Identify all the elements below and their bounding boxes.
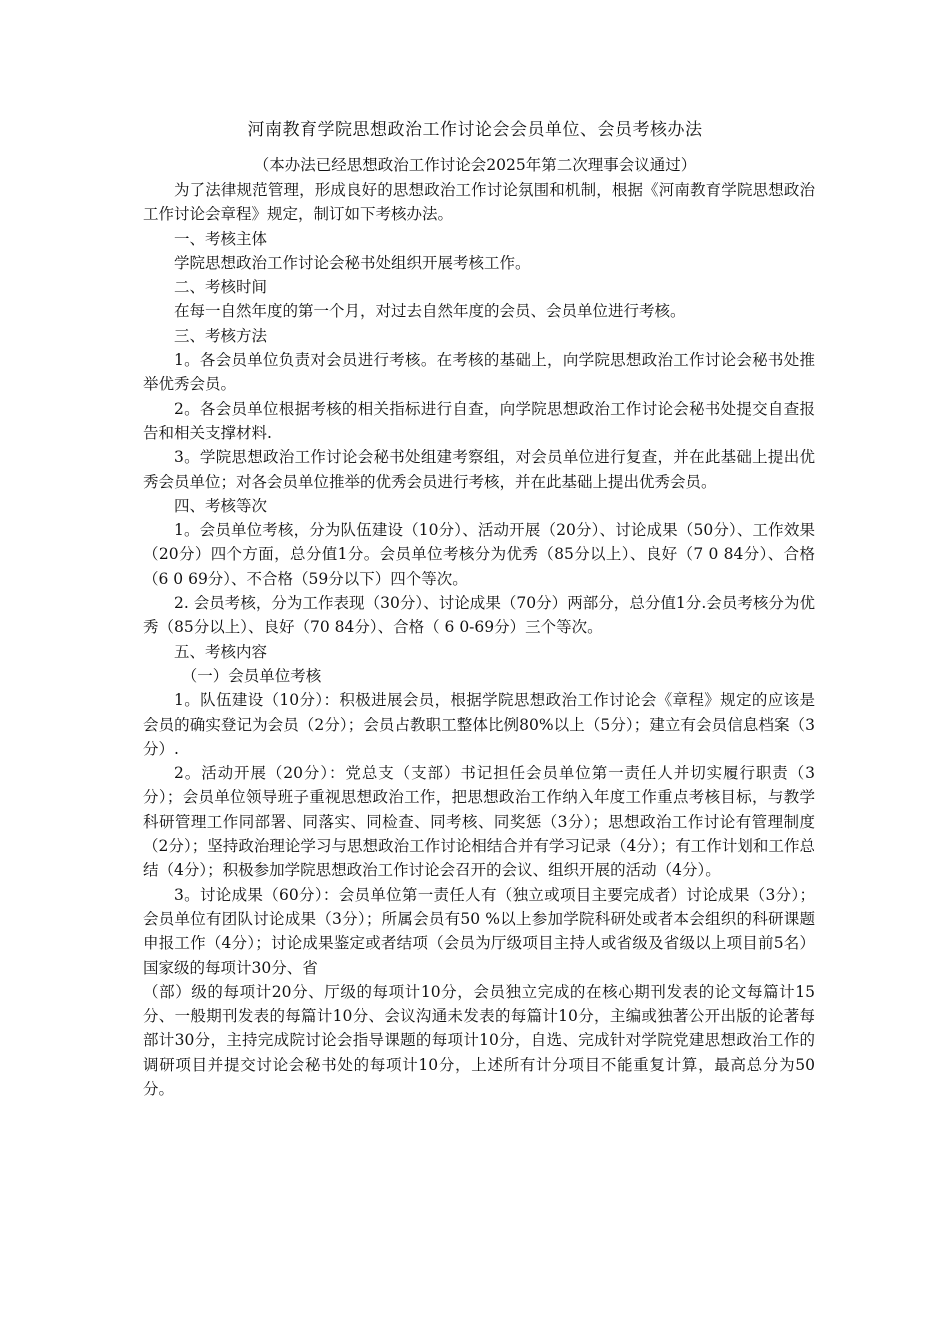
intro-paragraph: 为了法律规范管理，形成良好的思想政治工作讨论氛围和机制，根据《河南教育学院思想政治工作讨论会章程》规定，制订如下考核办法。 xyxy=(143,181,815,224)
document-subtitle: （本办法已经思想政治工作讨论会2025年第二次理事会议通过） xyxy=(253,156,697,174)
paragraph: 1。各会员单位负责对会员进行考核。在考核的基础上，向学院思想政治工作讨论会秘书处推举优秀会员。 xyxy=(143,351,815,394)
paragraph: 2。活动开展（20分）：党总支（支部）书记担任会员单位第一责任人并切实履行职责（3分）；会员单位领导班子重视思想政治工作，把思想政治工作纳入年度工作重点考核目标，与教学科研管理工作同部署、同落实、同检查、同考核、同奖惩（3分）；思想政治工作讨论有管理制度（2分）；坚持政治理论学习与思想政治工作讨论相结合并有学习记录（4分）；有工作计划和工作总结（4分）；积极参加学院思想政治工作讨论会召开的会议、组织开展的活动（4分）。 xyxy=(143,764,815,880)
section-heading-subject: 一、考核主体 xyxy=(174,229,268,248)
section-heading-grades: 四、考核等次 xyxy=(174,496,268,515)
paragraph: 1。会员单位考核，分为队伍建设（10分）、活动开展（20分）、讨论成果（50分）、工作效果（20分）四个方面，总分值1分。会员单位考核分为优秀（85分以上）、良好（7 0 84分）、合格（6 0 69分）、不合格（59分以下）四个等次。 xyxy=(143,521,815,588)
paragraph: 2. 会员考核，分为工作表现（30分）、讨论成果（70分）两部分，总分值1分.会员考核分为优秀（85分以上）、良好（70 84分）、合格（ 6 0-69分）三个等次。 xyxy=(143,594,815,637)
section-heading-content: 五、考核内容 xyxy=(174,642,268,661)
paragraph: 3。讨论成果（60分）：会员单位第一责任人有（独立或项目主要完成者）讨论成果（3分）；会员单位有团队讨论成果（3分）；所属会员有50 %以上参加学院科研处或者本会组织的科研课题申报工作（4分）；讨论成果鉴定或者结项（会员为厅级项目主持人或省级及省级以上项目前5名）国家级的每项计30分、省 xyxy=(143,885,815,977)
section-heading-time: 二、考核时间 xyxy=(174,278,268,297)
paragraph: 2。各会员单位根据考核的相关指标进行自查，向学院思想政治工作讨论会秘书处提交自查报告和相关支撑材料. xyxy=(143,399,815,442)
paragraph: 学院思想政治工作讨论会秘书处组织开展考核工作。 xyxy=(174,253,531,272)
document-body xyxy=(143,178,815,1101)
section-heading-method: 三、考核方法 xyxy=(174,326,268,345)
paragraph: 1。队伍建设（10分）：积极进展会员，根据学院思想政治工作讨论会《章程》规定的应该是会员的确实登记为会员（2分）；会员占教职工整体比例80%以上（5分）；建立有会员信息档案（3分）. xyxy=(143,691,815,758)
paragraph: 3。学院思想政治工作讨论会秘书处组建考察组，对会员单位进行复查，并在此基础上提出优秀会员单位；对各会员单位推举的优秀会员进行考核，并在此基础上提出优秀会员。 xyxy=(143,448,815,491)
paragraph: （部）级的每项计20分、厅级的每项计10分，会员独立完成的在核心期刊发表的论文每篇计15分、一般期刊发表的每篇计10分、会议沟通未发表的每篇计10分，主编或独著公开出版的论著每部计30分，主持完成院讨论会指导课题的每项计10分，自选、完成针对学院党建思想政治工作的调研项目并提交讨论会秘书处的每项计10分，上述所有计分项目不能重复计算，最高总分为50分。 xyxy=(143,982,815,1098)
paragraph: 在每一自然年度的第一个月，对过去自然年度的会员、会员单位进行考核。 xyxy=(174,302,686,321)
document-title: 河南教育学院思想政治工作讨论会会员单位、会员考核办法 xyxy=(247,120,703,140)
subsection-heading: （一）会员单位考核 xyxy=(181,666,322,685)
